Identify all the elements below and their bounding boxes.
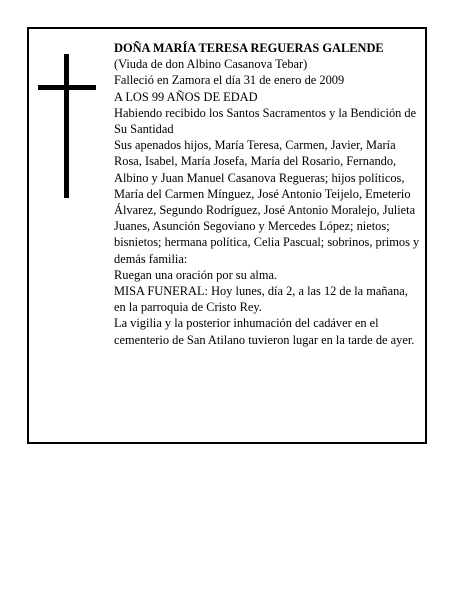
obituary-text: [114, 40, 420, 348]
deceased-name: DOÑA MARÍA TERESA REGUERAS GALENDE: [114, 41, 384, 55]
vigil-paragraph: La vigilia y la posterior inhumación del cadáver en el cementerio de San Atilano tuvieron lugar en la tarde de ayer.: [114, 316, 415, 347]
prayer-line: Ruegan una oración por su alma.: [114, 267, 278, 282]
cross-horizontal-bar: [38, 85, 96, 90]
sacraments-paragraph: Habiendo recibido los Santos Sacramentos y la Bendición de Su Santidad: [114, 105, 417, 137]
funeral-paragraph: MISA FUNERAL: Hoy lunes, día 2, a las 12 de la mañana, en la parroquia de Cristo Rey.: [114, 284, 408, 315]
age-line: A LOS 99 AÑOS DE EDAD: [114, 89, 258, 104]
death-line: Falleció en Zamora el día 31 de enero de 2009: [114, 73, 345, 88]
widow-of-line: (Viuda de don Albino Casanova Tebar): [114, 57, 308, 72]
family-paragraph: Sus apenados hijos, María Teresa, Carmen, Javier, María Rosa, Isabel, María Josefa, María del Rosario, Fernando, Albino y Juan Manuel Casanova Regueras; hijos políticos, María del Carmen Mínguez, José Antonio Teijelo, Emeterio Álvarez, Segundo Rodríguez, José Antonio Moralejo, Julieta Juanes, Asunción Segoviano y Mercedes López; nietos; bisnietos; hermana política, Celia Pascual; sobrinos, primos y demás familia:: [114, 138, 420, 266]
cross-vertical-bar: [64, 54, 69, 198]
latin-cross-icon: [38, 54, 96, 198]
